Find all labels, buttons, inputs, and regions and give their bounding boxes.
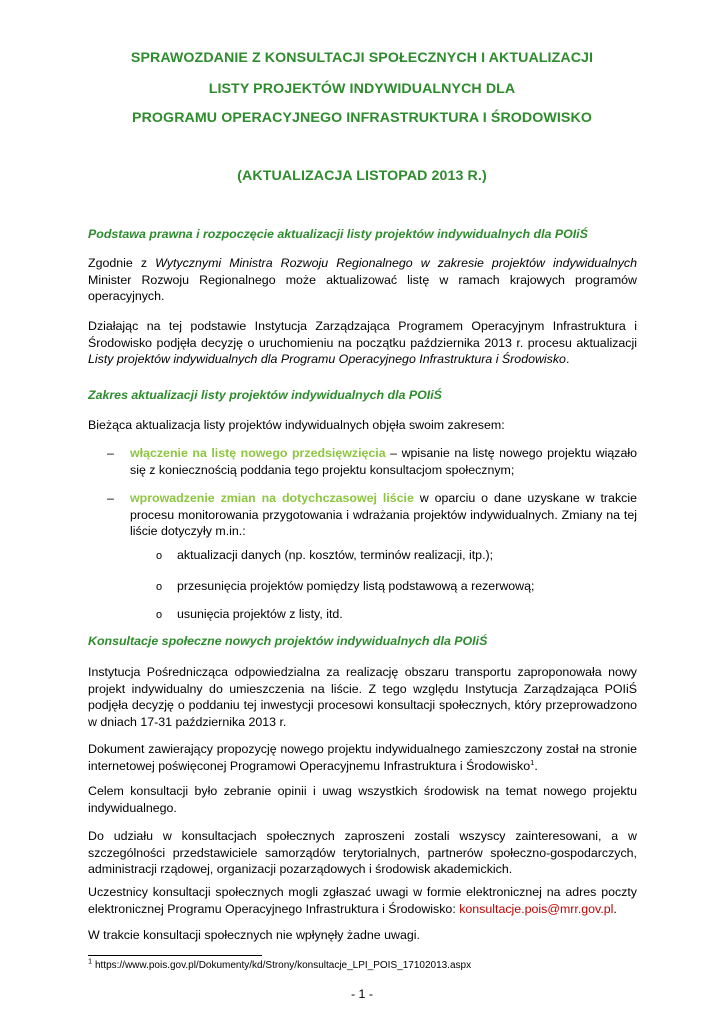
section-heading-legal-basis: Podstawa prawna i rozpoczęcie aktualizacji listy projektów indywidualnych dla POIiŚ <box>88 227 588 241</box>
dash-marker: – <box>107 446 114 460</box>
title-line-4: (AKTUALIZACJA LISTOPAD 2013 R.) <box>237 168 487 184</box>
paragraph-purpose: Celem konsultacji było zebranie opinii i uwag wszystkich środowisk na temat nowego projektu indywidualnego. <box>88 784 637 815</box>
list-item-changes: wprowadzenie zmian na dotychczasowej liście w oparciu o dane uzyskane w trakcie procesu monitorowania przygotowania i wdrażania projektów indywidualnych. Zmiany na tej liście dotyczyły m.in.: <box>130 491 637 538</box>
paragraph-no-comments: W trakcie konsultacji społecznych nie wpłynęły żadne uwagi. <box>88 928 420 942</box>
circle-bullet-icon: o <box>156 550 163 562</box>
sub-list-item: usunięcia projektów z listy, itd. <box>177 607 343 621</box>
email-link[interactable]: konsultacje.pois@mrr.gov.pl <box>459 901 614 916</box>
paragraph-new-project: Instytucja Pośrednicząca odpowiedzialna za realizację obszaru transportu zaproponowała nowy projekt indywidualny do umieszczenia na liście. Z tego względu Instytucja Zarządzająca POIiŚ podjęła decyzję o poddaniu tej inwestycji procesowi konsultacji społecznych, który przeprowadzono w dniach 17-31 października 2013 r. <box>88 665 637 729</box>
circle-bullet-icon: o <box>156 609 163 621</box>
sub-list-item: przesunięcia projektów pomiędzy listą podstawową a rezerwową; <box>177 579 535 593</box>
footnote-url[interactable]: https://www.pois.gov.pl/Dokumenty/kd/Strony/konsultacje_LPI_POIS_17102013.aspx <box>92 960 472 971</box>
sub-list-item: aktualizacji danych (np. kosztów, terminów realizacji, itp.); <box>177 548 494 562</box>
paragraph-submission: Uczestnicy konsultacji społecznych mogli zgłaszać uwagi w formie elektronicznej na adres poczty elektronicznej Programu Operacyjnego Infrastruktura i Środowisko: konsultacje.pois@mrr.gov.pl. <box>88 885 637 916</box>
dash-marker: – <box>107 491 114 505</box>
page-number: - 1 - <box>350 987 374 1001</box>
paragraph-document-published: Dokument zawierający propozycję nowego projektu indywidualnego zamieszczony został na stronie internetowej poświęconej Programowi Operacyjnemu Infrastruktura i Środowisko$^1$. <box>88 742 637 773</box>
circle-bullet-icon: o <box>156 581 163 593</box>
title-line-2: LISTY PROJEKTÓW INDYWIDUALNYCH DLA <box>208 81 516 97</box>
section-heading-consultations: Konsultacje społeczne nowych projektów indywidualnych dla POIiŚ <box>88 634 488 648</box>
list-item-new-project: włączenie na listę nowego przedsięwzięcia – wpisanie na listę nowego projektu wiązało się z koniecznością poddania tego projektu konsultacjom społecznym; <box>130 446 638 477</box>
section-heading-scope: Zakres aktualizacji listy projektów indywidualnych dla POIiŚ <box>88 388 442 402</box>
footnote-reference[interactable]: 1 <box>530 757 535 767</box>
title-line-3: PROGRAMU OPERACYJNEGO INFRASTRUKTURA I ŚRODOWISKO <box>132 110 592 126</box>
footnote-separator <box>88 955 262 956</box>
paragraph-scope-intro: Bieżąca aktualizacja listy projektów indywidualnych objęła swoim zakresem: <box>88 418 505 432</box>
paragraph-participants: Do udziału w konsultacjach społecznych zaproszeni zostali wszyscy zainteresowani, a w szczególności przedstawiciele samorządów terytorialnych, partnerów społeczno-gospodarczych, administracji rządowej, organizacji pozarządowych i środowisk akademickich. <box>88 829 637 876</box>
title-line-1: SPRAWOZDANIE Z KONSULTACJI SPOŁECZNYCH I AKTUALIZACJI <box>130 50 594 66</box>
paragraph-guidelines: Zgodnie z Wytycznymi Ministra Rozwoju Regionalnego w zakresie projektów indywidualnych Minister Rozwoju Regionalnego może aktualizować listę w ramach krajowych programów operacyjnych. <box>88 256 638 303</box>
footnote: $^1$ https://www.pois.gov.pl/Dokumenty/kd/Strony/konsultacje_LPI_POIS_17102013.aspx <box>88 956 472 971</box>
paragraph-decision: Działając na tej podstawie Instytucja Zarządzająca Programem Operacyjnym Infrastruktura i Środowisko podjęła decyzję o uruchomieniu na początku października 2013 r. procesu aktualizacji Listy projektów indywidualnych dla Programu Operacyjnego Infrastruktura i Środowisko. <box>88 319 637 366</box>
